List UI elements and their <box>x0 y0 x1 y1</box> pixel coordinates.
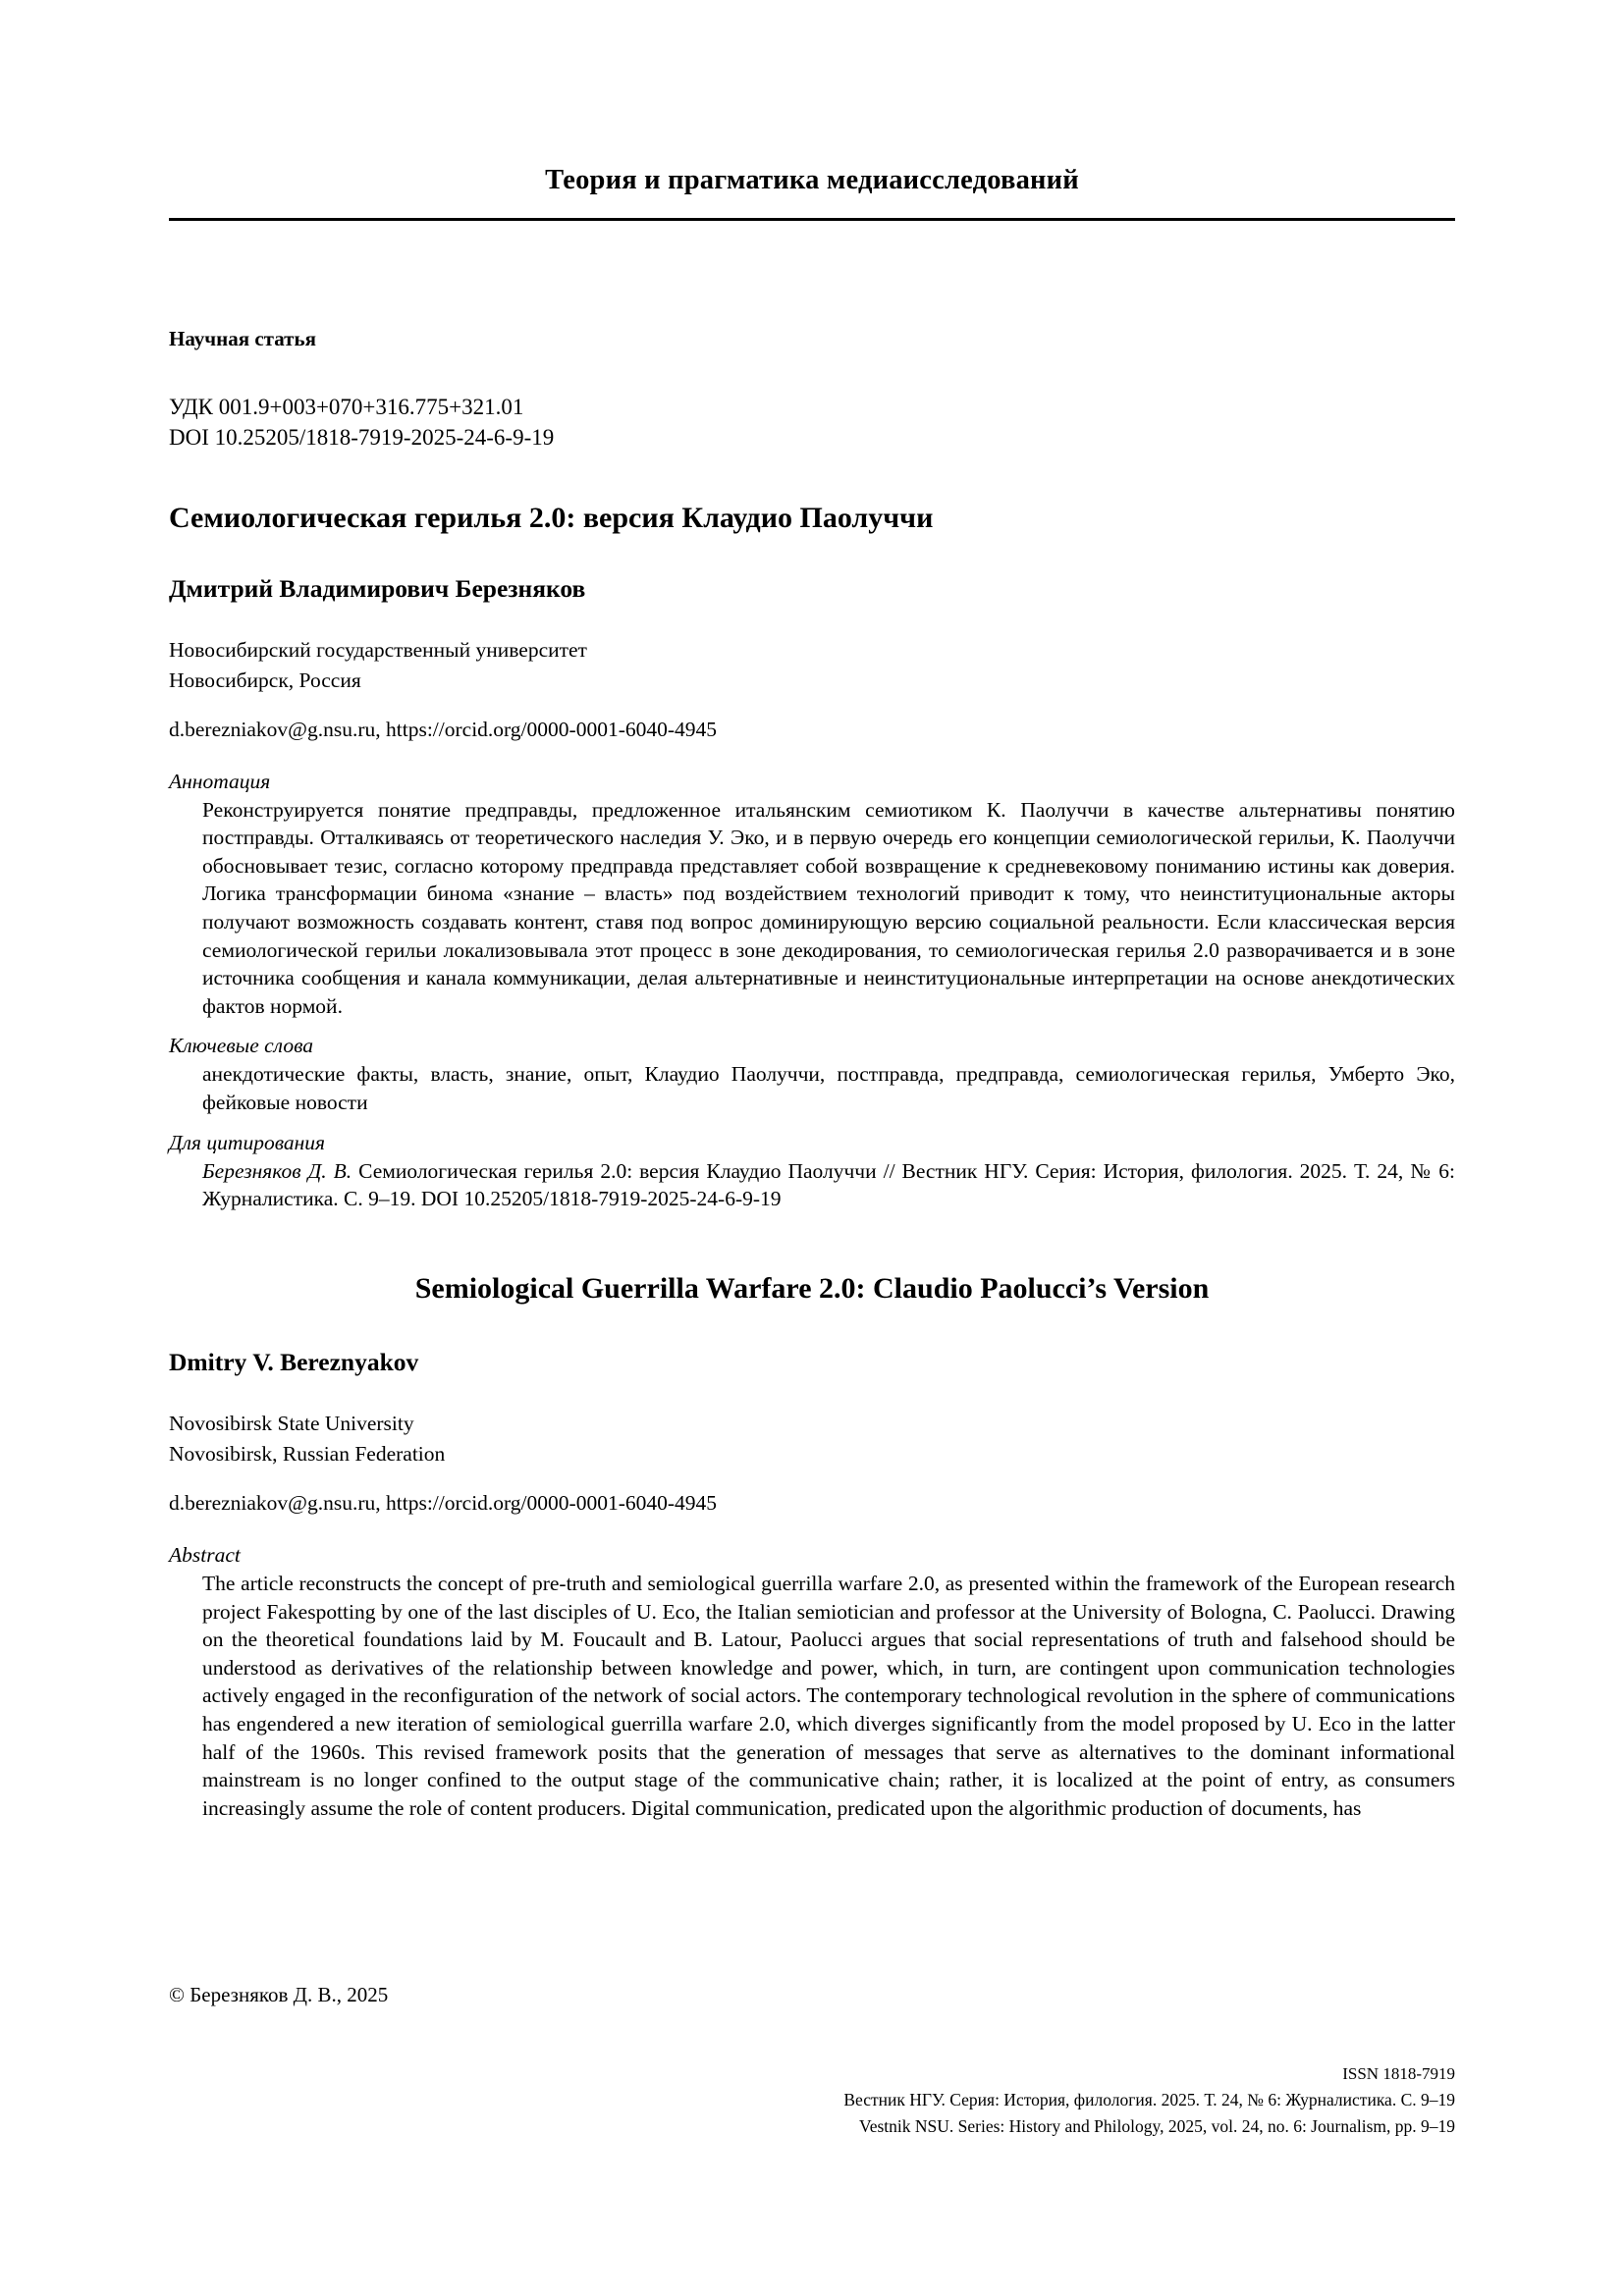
page-content <box>169 0 1455 1822</box>
doi-code: DOI 10.25205/1818-7919-2025-24-6-9-19 <box>169 424 555 450</box>
citation-author-ru: Березняков Д. В. <box>202 1158 352 1183</box>
copyright-line: © Березняков Д. В., 2025 <box>169 1983 389 2006</box>
header-divider <box>169 218 1455 221</box>
abstract-text-ru: Реконструируется понятие предправды, предложенное итальянским семиотиком К. Паолуччи в качестве альтернативы понятию постправды. Отталкиваясь от теоретического наследия У. Эко, и в первую очередь его концепции семиологической герильи, К. Паолуччи обосновывает тезис, согласно которому предправда представляет собой возвращение к средневековому пониманию истины как доверия. Логика трансформации бинома «знание – власть» под воздействием технологий приводит к тому, что неинституциональные акторы получают возможность создавать контент, ставя под вопрос доминирующую версию социальной реальности. Если классическая версия семиологической герильи локализовывала этот процесс в зоне декодирования, то семиологическая герилья 2.0 разворачивается и в зоне источника сообщения и канала коммуникации, делая альтернативные и неинституциональные интерпретации на основе анекдотических фактов нормой. <box>202 797 1455 1018</box>
issn-label: ISSN 1818-7919 <box>1342 2064 1455 2083</box>
citation-label-ru: Для цитирования <box>169 1130 326 1154</box>
affiliation-ru <box>169 635 1455 696</box>
identifier-block <box>169 393 1455 453</box>
page-title-ru: Семиологическая герилья 2.0: версия Клаудио Паолуччи <box>169 502 934 535</box>
udk-code: УДК 001.9+003+070+316.775+321.01 <box>169 395 524 419</box>
affiliation-en-line2: Novosibirsk, Russian Federation <box>169 1442 446 1467</box>
keywords-label-ru: Ключевые слова <box>169 1034 314 1058</box>
affiliation-en <box>169 1409 1455 1469</box>
page-footer <box>843 2061 1455 2141</box>
author-contact-ru: d.berezniakov@g.nsu.ru, https://orcid.org/0000-0001-6040-4945 <box>169 717 718 741</box>
article-type-label: Научная статья <box>169 327 316 350</box>
abstract-label-en: Abstract <box>169 1543 241 1568</box>
journal-reference-ru: Вестник НГУ. Серия: История, филология. 2025. Т. 24, № 6: Журналистика. С. 9–19 <box>843 2090 1455 2110</box>
affiliation-en-line1: Novosibirsk State University <box>169 1412 414 1436</box>
affiliation-ru-line2: Новосибирск, Россия <box>169 667 361 692</box>
abstract-text-en: The article reconstructs the concept of pre-truth and semiological guerrilla warfare 2.0, as presented within the framework of the European research project Fakespotting by one of the last disciples of U. Eco, the Italian semiotician and professor at the University of Bologna, C. Paolucci. Drawing on the theoretical foundations laid by M. Foucault and B. Latour, Paolucci argues that social representations of truth and falsehood should be understood as derivatives of the relationship between knowledge and power, which, in turn, are contingent upon communication technologies actively engaged in the reconfiguration of the network of social actors. The contemporary technological revolution in the sphere of communications has engendered a new iteration of semiological guerrilla warfare 2.0, which diverges significantly from the model proposed by U. Eco in the latter half of the 1960s. This revised framework posits that the generation of messages that serve as alternatives to the dominant informational mainstream is no longer confined to the output stage of the communicative chain; rather, it is localized at the point of entry, as consumers increasingly assume the role of content producers. Digital communication, predicated upon the algorithmic production of documents, has <box>202 1572 1455 1820</box>
affiliation-ru-line1: Новосибирский государственный университет <box>169 637 587 662</box>
author-name-en: Dmitry V. Bereznyakov <box>169 1348 419 1377</box>
abstract-label-ru: Аннотация <box>169 769 271 793</box>
keywords-text-ru: анекдотические факты, власть, знание, опыт, Клаудио Паолуччи, постправда, предправда, семиологическая герилья, Умберто Эко, фейковые новости <box>202 1062 1455 1114</box>
citation-text-ru <box>202 1157 1455 1213</box>
author-contact-en: d.berezniakov@g.nsu.ru, https://orcid.org/0000-0001-6040-4945 <box>169 1491 718 1516</box>
citation-rest-ru: Семиологическая герилья 2.0: версия Клаудио Паолуччи // Вестник НГУ. Серия: История, филология. 2025. Т. 24, № 6: Журналистика. С. 9–19. DOI 10.25205/1818-7919-2025-24-6-9-19 <box>202 1158 1456 1211</box>
author-name-ru: Дмитрий Владимирович Березняков <box>169 573 586 603</box>
journal-reference-en: Vestnik NSU. Series: History and Philology, 2025, vol. 24, no. 6: Journalism, pp. 9–19 <box>859 2116 1455 2137</box>
page-title-en: Semiological Guerrilla Warfare 2.0: Claudio Paolucci’s Version <box>414 1271 1210 1305</box>
running-head: Теория и прагматика медиаисследований <box>545 165 1079 195</box>
